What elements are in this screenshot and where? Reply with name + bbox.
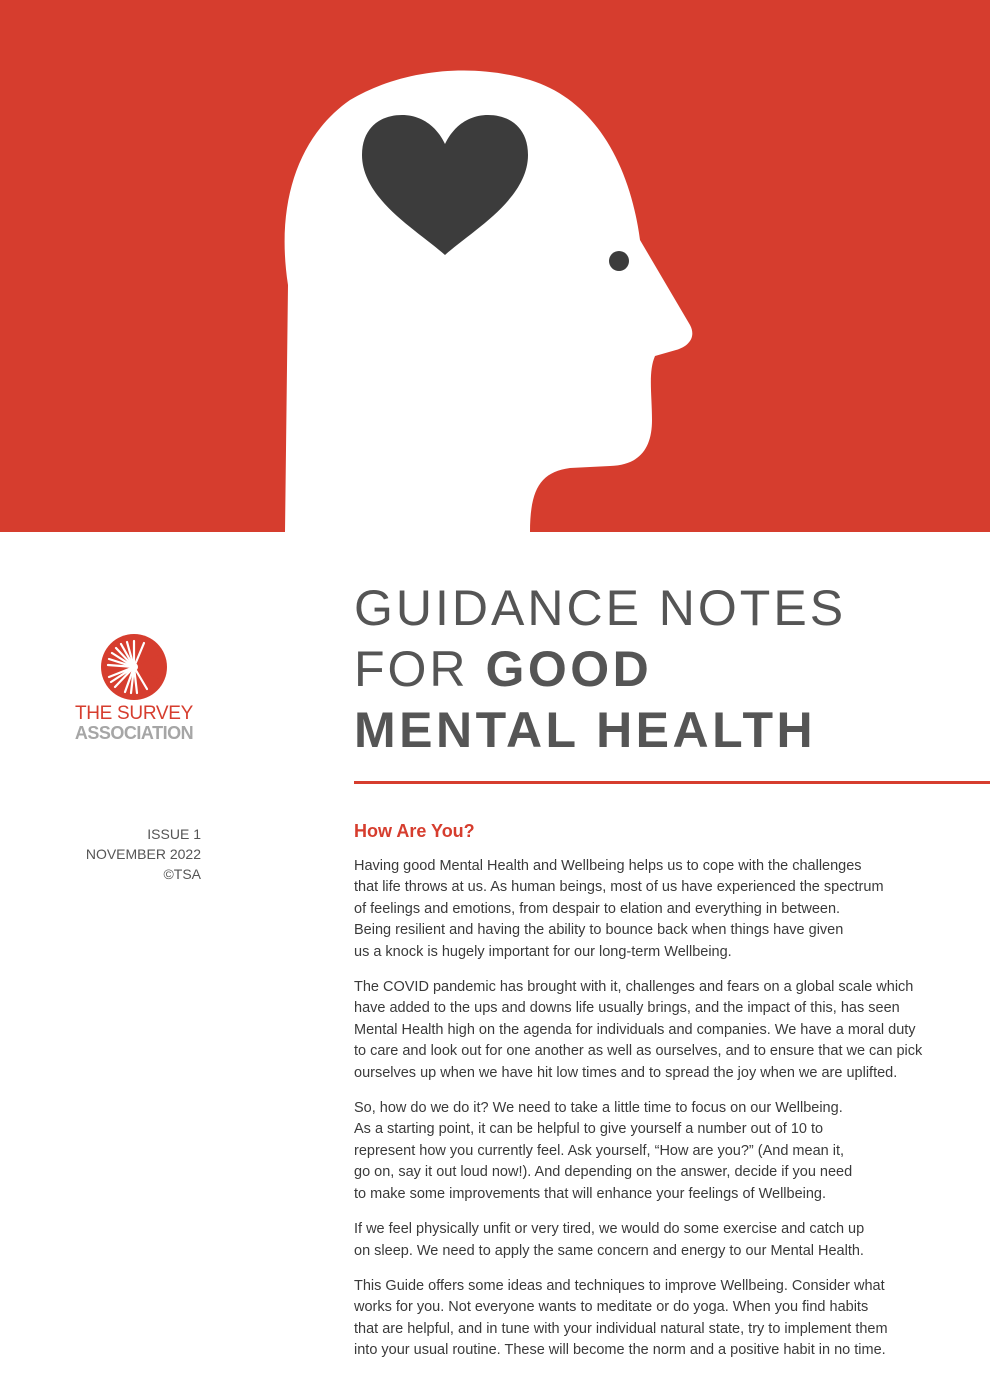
logo-text-line1: THE SURVEY xyxy=(74,703,194,724)
sunburst-logo-icon xyxy=(99,632,169,702)
main-content xyxy=(354,818,954,1376)
title-line2-light: FOR xyxy=(354,641,486,697)
head-illustration xyxy=(0,0,990,532)
body-paragraph xyxy=(354,1219,954,1262)
body-paragraph xyxy=(354,977,954,1084)
paragraph-line: that are helpful, and in tune with your individual natural state, try to implement them xyxy=(354,1320,888,1337)
paragraph-line: into your usual routine. These will become the norm and a positive habit in no time. xyxy=(354,1342,886,1359)
paragraph-line: Having good Mental Health and Wellbeing helps us to cope with the challenges xyxy=(354,858,862,874)
paragraph-line: If we feel physically unfit or very tired, we would do some exercise and catch up xyxy=(354,1221,865,1238)
section-heading: How Are You? xyxy=(354,821,475,841)
title-divider xyxy=(354,781,990,784)
body-paragraph xyxy=(354,1098,954,1205)
paragraph-line: Mental Health high on the agenda for individuals and companies. We have a moral duty xyxy=(354,1021,916,1038)
paragraph-line: As a starting point, it can be helpful to give yourself a number out of 10 to xyxy=(354,1121,824,1138)
body-paragraph xyxy=(354,1276,954,1362)
paragraph-line: that life throws at us. As human beings, most of us have experienced the spectrum xyxy=(354,879,884,896)
paragraph-line: works for you. Not everyone wants to meditate or do yoga. When you find habits xyxy=(354,1299,869,1316)
paragraph-line: have added to the ups and downs life usually brings, and the impact of this, has seen xyxy=(354,1000,900,1017)
title-line2-bold: GOOD xyxy=(485,641,653,697)
paragraph-line: The COVID pandemic has brought with it, challenges and fears on a global scale which xyxy=(354,979,914,996)
paragraph-line: go on, say it out loud now!). And depending on the answer, decide if you need xyxy=(354,1164,853,1181)
paragraph-line: to make some improvements that will enhance your feelings of Wellbeing. xyxy=(354,1185,827,1202)
title-line1: GUIDANCE NOTES xyxy=(354,580,847,636)
page-title xyxy=(354,578,984,761)
title-line2 xyxy=(354,639,984,700)
issue-date: NOVEMBER 2022 xyxy=(85,846,201,862)
logo-text-line2: ASSOCIATION xyxy=(74,723,194,743)
title-line3: MENTAL HEALTH xyxy=(354,702,817,758)
paragraph-line: to care and look out for one another as well as ourselves, and to ensure that we can pick xyxy=(354,1043,923,1060)
body-paragraph xyxy=(354,856,954,963)
hero-banner xyxy=(0,0,990,532)
paragraph-line: us a knock is hugely important for our long-term Wellbeing. xyxy=(354,943,732,960)
paragraph-line: This Guide offers some ideas and techniques to improve Wellbeing. Consider what xyxy=(354,1277,885,1294)
paragraph-line: ourselves up when we have hit low times and to spread the joy when we are uplifted. xyxy=(354,1064,898,1081)
issue-number: ISSUE 1 xyxy=(147,826,201,842)
eye-icon xyxy=(609,251,629,271)
document-meta xyxy=(60,824,201,884)
paragraph-line: So, how do we do it? We need to take a little time to focus on our Wellbeing. xyxy=(354,1100,843,1117)
survey-association-logo xyxy=(64,632,204,742)
paragraph-line: Being resilient and having the ability to bounce back when things have given xyxy=(354,922,844,939)
copyright: ©TSA xyxy=(163,866,201,882)
paragraph-line: represent how you currently feel. Ask yourself, “How are you?” (And mean it, xyxy=(354,1142,844,1159)
paragraphs xyxy=(354,856,954,1362)
paragraph-line: on sleep. We need to apply the same concern and energy to our Mental Health. xyxy=(354,1242,864,1259)
paragraph-line: of feelings and emotions, from despair to elation and everything in between. xyxy=(354,900,841,917)
